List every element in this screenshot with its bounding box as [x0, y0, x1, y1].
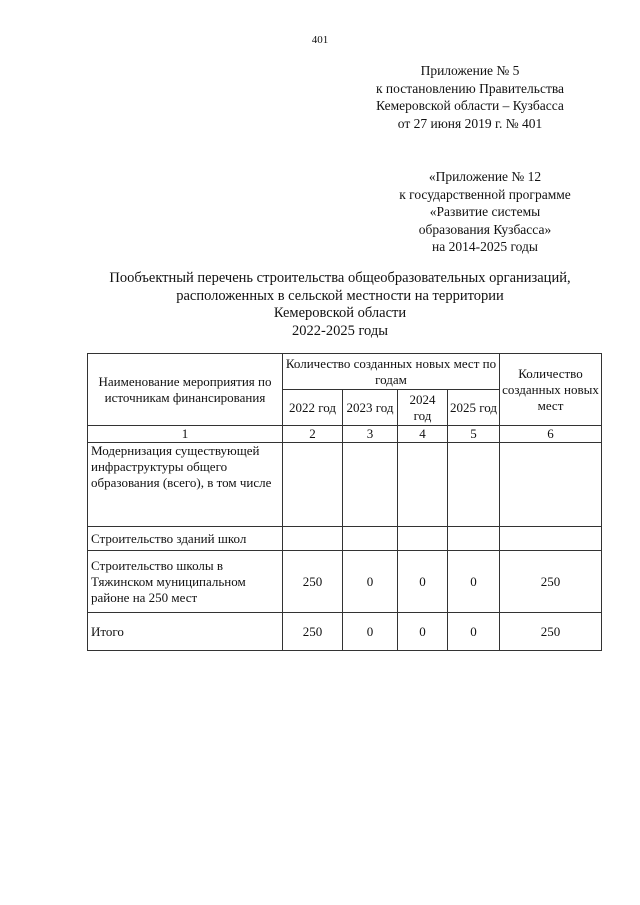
- row-value: 0: [343, 551, 398, 613]
- appendix-program-line: образования Кузбасса»: [418, 221, 552, 237]
- row-name: Итого: [88, 613, 283, 651]
- appendix-main-line: к постановлению Правительства: [375, 80, 565, 96]
- header-row: [88, 354, 602, 390]
- header-total-places: Количество созданных новых мест: [500, 354, 602, 426]
- row-value: [398, 527, 448, 551]
- row-value: [343, 527, 398, 551]
- row-value: [283, 443, 343, 527]
- column-number: 4: [398, 426, 448, 443]
- table-row: [88, 551, 602, 613]
- table-row: [88, 527, 602, 551]
- appendix-program-line: на 2014-2025 годы: [432, 239, 538, 254]
- header-measure-name: Наименование мероприятия по источникам финансирования: [88, 354, 283, 426]
- document-title: [60, 270, 620, 340]
- column-number: 6: [500, 426, 602, 443]
- appendix-main-header: [320, 62, 620, 132]
- page-number: 401: [311, 34, 329, 46]
- row-value: [398, 443, 448, 527]
- column-number: 2: [283, 426, 343, 443]
- row-value: [343, 443, 398, 527]
- column-numbers-row: [88, 426, 602, 443]
- appendix-program-line: «Приложение № 12: [428, 169, 542, 184]
- title-line: расположенных в сельской местности на территории: [176, 287, 504, 304]
- row-name: Модернизация существующей инфраструктуры общего образования (всего), в том числе: [88, 443, 283, 527]
- row-name: Строительство школы в Тяжинском муниципальном районе на 250 мест: [88, 551, 283, 613]
- row-value: 0: [398, 613, 448, 651]
- row-name: Строительство зданий школ: [88, 527, 283, 551]
- header-year-2024: 2024 год: [398, 390, 448, 426]
- row-value: 0: [343, 613, 398, 651]
- appendix-main-line: от 27 июня 2019 г. № 401: [397, 115, 543, 131]
- header-places-by-year: Количество созданных новых мест по годам: [283, 354, 500, 390]
- row-value: 0: [448, 551, 500, 613]
- row-value: [500, 527, 602, 551]
- header-year-2025: 2025 год: [448, 390, 500, 426]
- header-year-2022: 2022 год: [283, 390, 343, 426]
- column-number: 1: [88, 426, 283, 443]
- column-number: 3: [343, 426, 398, 443]
- table-row: [88, 443, 602, 527]
- row-value: 250: [283, 613, 343, 651]
- title-line: Пообъектный перечень строительства общеобразовательных организаций,: [109, 270, 571, 286]
- appendix-program-header: [320, 168, 640, 256]
- appendix-program-line: «Развитие системы: [429, 204, 541, 219]
- row-value: [448, 527, 500, 551]
- header-year-2023: 2023 год: [343, 390, 398, 426]
- title-line: 2022-2025 годы: [292, 322, 388, 339]
- row-value: [448, 443, 500, 527]
- appendix-main-line: Кемеровской области – Кузбасса: [376, 98, 564, 113]
- title-line: Кемеровской области: [273, 305, 407, 321]
- row-value: 0: [448, 613, 500, 651]
- row-value: 250: [500, 551, 602, 613]
- construction-table: [87, 353, 602, 651]
- row-value: [500, 443, 602, 527]
- column-number: 5: [448, 426, 500, 443]
- row-value: 250: [500, 613, 602, 651]
- row-value: 0: [398, 551, 448, 613]
- table-row-total: [88, 613, 602, 651]
- row-value: [283, 527, 343, 551]
- row-value: 250: [283, 551, 343, 613]
- appendix-program-line: к государственной программе: [399, 186, 571, 202]
- appendix-main-line: Приложение № 5: [420, 63, 520, 78]
